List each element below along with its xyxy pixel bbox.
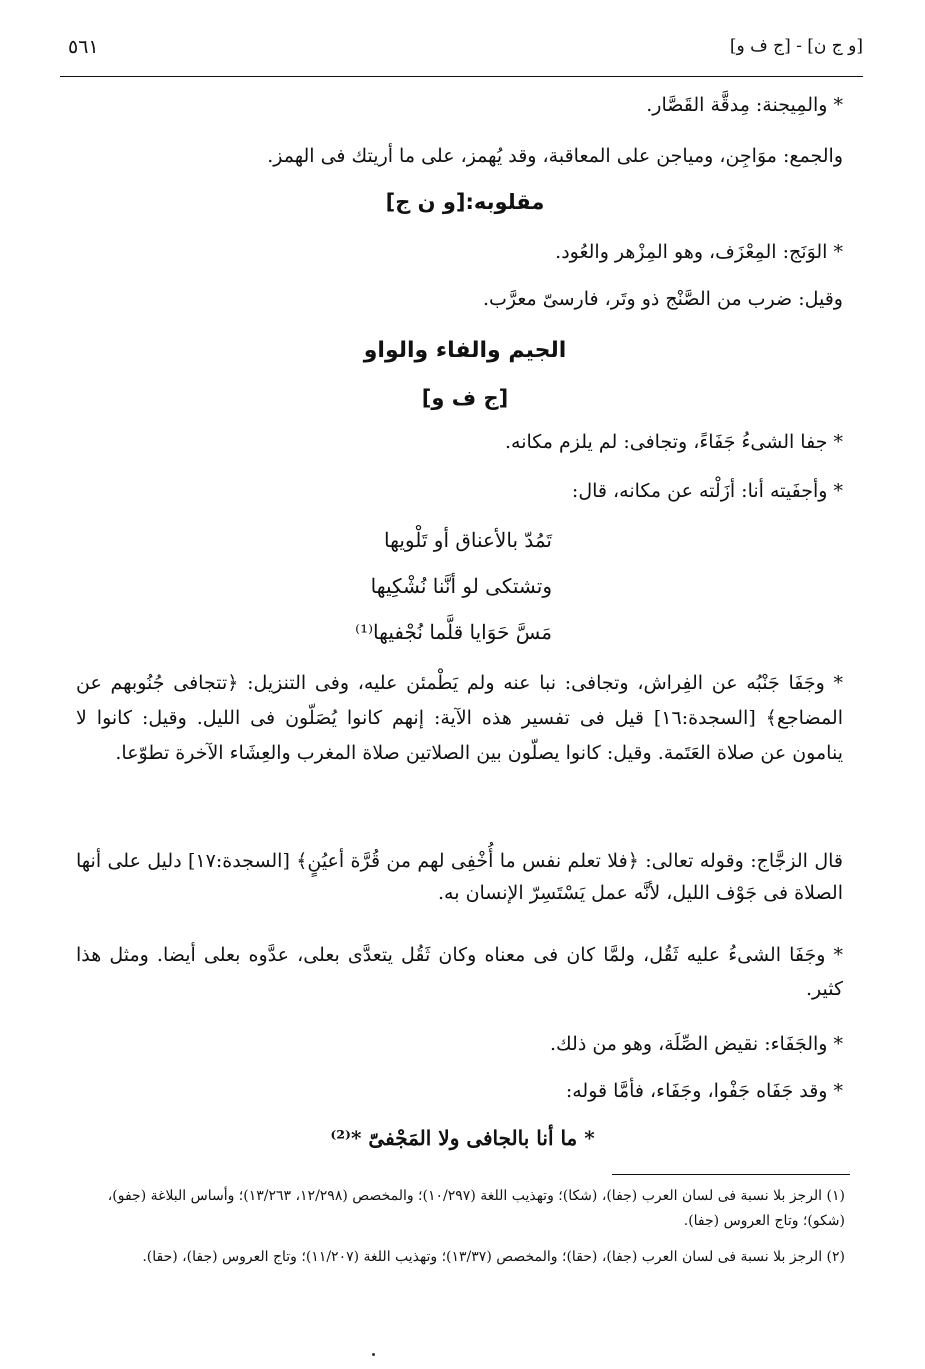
page-number: ٥٦١ [68,36,99,58]
entry-line-plural: والجمع: موَاجِن، ومياجن على المعاقبة، وقد يُهمز، على ما أريتك فى الهمز. [267,145,843,167]
page-mark [372,1353,375,1356]
root-heading: [ج ف و] [421,386,509,410]
footnote-rule [612,1174,850,1175]
running-head-title: [و ج ن] - [ج ف و] [729,36,863,56]
paragraph-thaqul: * وجَفَا الشىءُ عليه ثَقُل، ولمَّا كان فى معناه وكان ثَقُل يتعدَّى بعلى، عدَّوه بعلى أيضا. ومثل هذا كثير. [76,944,843,1000]
entry-line-ajfaytuh: * وأجفَيته أنا: أزَلْته عن مكانه، قال: [571,480,843,502]
section-heading-maqlub: مقلوبه:[و ن ج] [385,190,545,214]
running-head [60,32,863,77]
verse-line-3: مَسَّ حَوَايا قلَّما نُجْفيها⁽¹⁾ [355,620,552,644]
entry-line-jafaa: * والجَفَاء: نقيض الصِّلَة، وهو من ذلك. [550,1033,843,1055]
chapter-heading: الجيم والفاء والواو [363,338,567,363]
verse-line-1: تَمُدّ بالأعناق أو تَلْويها [384,528,552,552]
verse-line-2: وتشتكى لو أنَّنا نُشْكِيها [370,574,552,598]
entry-line-sanj: وقيل: ضرب من الصَّنْج ذو وتَر، فارسىّ معرَّب. [482,288,843,310]
quoted-hemistich: * ما أنا بالجافى ولا المَجْفىّ *⁽²⁾ [330,1126,595,1150]
paragraph-tatajafa: * وجَفَا جَنْبُه عن الفِراش، وتجافى: نبا عنه ولم يَطْمئن عليه، وفى التنزيل: ﴿تتجافى جُنُوبهم عن المضاجع﴾ [السجدة:١٦] قيل فى تفسير هذه الآية: إنهم كانوا يُصَلّون فى الليل. وقيل: كانوا لا ينامون عن صلاة العَتَمة. وقيل: كانوا يصلّون بين الصلاتين صلاة المغرب والعِشَاء الآخرة تطوّعا. [76,672,843,764]
paragraph-zajjaj: قال الزجَّاج: وقوله تعالى: ﴿فلا تعلم نفس ما أُخْفِى لهم من قُرَّة أعيُنٍ﴾ [السجدة:١٧] دليل على أنها الصلاة فى جَوْف الليل، لأنَّه عمل يَسْتَسِرّ الإنسان به. [76,850,843,904]
entry-line-jafa: * جفا الشىءُ جَفَاءً، وتجافى: لم يلزم مكانه. [505,431,843,453]
entry-line-mijana: * والمِيجنة: مِدقَّة القَصَّار. [646,94,843,116]
footnote-1: (١) الرجز بلا نسبة فى لسان العرب (جفا)، (شكا)؛ وتهذيب اللغة (١٠/٢٩٧)؛ والمخصص (١٢/٢٩٨، ١٣/٢٦٣)؛ وأساس البلاغة (جفو)، (شكو)؛ وتاج العروس (جفا). [107,1188,845,1229]
footnote-2: (٢) الرجز بلا نسبة فى لسان العرب (جفا)، (حقا)؛ والمخصص (١٣/٣٧)؛ وتهذيب اللغة (١١/٢٠٧)؛ وتاج العروس (جفا)، (حقا). [142,1249,845,1265]
entry-line-jafwan: * وقد جَفَاه جَفْوا، وجَفَاء، فأمَّا قوله: [565,1080,843,1102]
entry-line-wanaj: * الوَنَج: المِعْزَف، وهو المِزْهر والعُود. [555,241,843,263]
